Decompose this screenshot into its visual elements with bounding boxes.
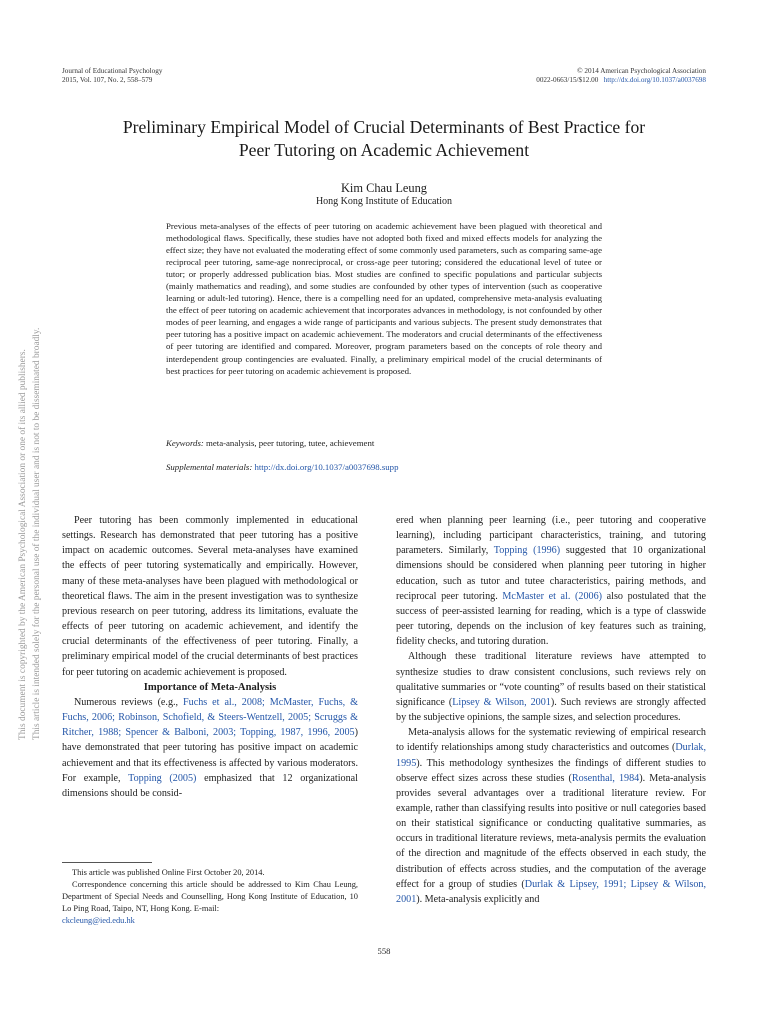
citation-link[interactable]: Topping (1996) (493, 545, 561, 557)
citation-link[interactable]: Rosenthal, 1984 (571, 772, 640, 784)
journal-name: Journal of Educational Psychology (62, 67, 163, 75)
side-notice-line1: This document is copyrighted by the American Psychological Association or one of its allied publishers. (18, 349, 28, 740)
body-paragraph: Numerous reviews (e.g., Fuchs et al., 2008; McMaster, Fuchs, & Fuchs, 2006; Robinson, Schofield, & Steers-Wentzell, 2005; Scruggs & Ritcher, 1988; Spencer & Balboni, 2003; Topping, 1987, 1996, 2005) have demonstrated that peer tutoring has positive impact on academic achievement and that its effectiveness is affected by various moderators. For example, Topping (2005) emphasized that 12 organizational dimensions should be consid- (62, 696, 358, 799)
copyright-line: © 2014 American Psychological Association (577, 67, 706, 75)
citation-link[interactable]: Fuchs et al., 2008; McMaster, Fuchs, & Fuchs, 2006; Robinson, Schofield, & Steers-Wentzell, 2005; Scruggs & Ritcher, 1988; Spencer & Balboni, 2003; Topping, 1987, 1996, 2005 (62, 696, 358, 739)
issn: 0022-0663/15/$12.00 (536, 76, 599, 84)
doi-link[interactable]: http://dx.doi.org/10.1037/a0037698 (603, 76, 706, 84)
supplemental-link[interactable]: http://dx.doi.org/10.1037/a0037698.supp (254, 462, 399, 472)
abstract: Previous meta-analyses of the effects of peer tutoring on academic achievement have been plagued with theoretical and methodological flaws. Specifically, these studies have not adopted both fixed and mixed effects models for analyzing the effect size; they have not evaluated the moderating effect of some commonly used parameters, such as comparing same-age reciprocal peer tutoring, same-age nonreciprocal, or cross-age peer tutoring; considered the educational level of tutee or tutor; or properly addressed publication bias. Most studies are confined to specific populations and particular subjects (mainly mathematics and reading), and some studies are confounded by other types of intervention (such as cooperative learning or adult-led tutoring). Hence, there is a compelling need for an updated, comprehensive meta-analysis evaluating the effect of peer tutoring on academic achievement that incorporates advances in methodology, is not confounded by other modes of peer learning, and engages a wide range of participants and various subjects. The present study demonstrates that peer tutoring has a positive impact on academic achievement. The moderators and crucial determinants of the effectiveness of peer tutoring are identified and compared. Moreover, program parameters based on the concepts of role theory and interdependent group contingencies are evaluated. Finally, a preliminary empirical model of the crucial determinants of best practices for peer tutoring on academic achievement is proposed. (166, 221, 602, 376)
footnote (62, 867, 358, 927)
copyright-header (536, 67, 706, 85)
page-number: 558 (377, 946, 391, 956)
keywords (166, 438, 602, 448)
body-paragraph: ered when planning peer learning (i.e., peer tutoring and cooperative learning), including participant characteristics, training, and tutoring parameters. Similarly, Topping (1996) suggested that 10 organizational dimensions should be considered when planning peer tutoring in higher education, such as tutor and tutee characteristics, pairing methods, and reciprocal peer tutoring. McMaster et al. (2006) also postulated that the success of peer-assisted learning for reading, which is a type of classwide peer tutoring, depends on the inclusion of key features such as training, fidelity checks, and tutoring duration. (396, 515, 706, 648)
author-affiliation: Hong Kong Institute of Education (315, 196, 453, 207)
body-paragraph: Although these traditional literature reviews have attempted to synthesize studies to draw consistent conclusions, such reviews rely on qualitative summaries or “vote counting” of results based on their statistical significance (Lipsey & Wilson, 2001). Such reviews are strongly affected by the subjective opinions, the sample sizes, and selection procedures. (396, 651, 706, 724)
citation-link[interactable]: Lipsey & Wilson, 2001 (452, 696, 551, 708)
citation-link[interactable]: Durlak, 1995 (396, 742, 706, 769)
citation-link[interactable]: Topping (2005) (128, 772, 197, 784)
volume-line: 2015, Vol. 107, No. 2, 558–579 (62, 76, 153, 84)
section-heading: Importance of Meta-Analysis (143, 681, 277, 693)
journal-header (62, 67, 162, 85)
footnote-correspondence: Correspondence concerning this article should be addressed to Kim Chau Leung, Department of Special Needs and Counselling, Hong Kong Institute of Education, 10 Lo Ping Road, Taipo, NT, Hong Kong. E-mail: (62, 880, 358, 913)
issn-doi-line (536, 76, 706, 85)
author-name: Kim Chau Leung (340, 181, 428, 195)
footnote-divider (62, 862, 152, 863)
email-link[interactable]: ckcleung@ied.edu.hk (62, 916, 135, 925)
body-column-left (62, 513, 358, 801)
keywords-text: meta-analysis, peer tutoring, tutee, achievement (206, 438, 375, 448)
body-paragraph: Meta-analysis allows for the systematic reviewing of empirical research to identify relationships among study characteristics and outcomes (Durlak, 1995). This methodology synthesizes the findings of different studies to observe effect sizes across these studies (Rosenthal, 1984). Meta-analysis provides several advantages over a traditional literature review. For example, rather than classifying results into positive or null categories based on their statistical significance or conducting qualitative summaries, as occurs in traditional literature reviews, meta-analysis permits the evaluation of the direction and magnitude of the effects observed in each study, the distribution of effects across studies, and the computation of the average effect for a group of studies (Durlak & Lipsey, 1991; Lipsey & Wilson, 2001). Meta-analysis explicitly and (396, 727, 706, 905)
title-line-2: Peer Tutoring on Academic Achievement (238, 140, 530, 160)
supplemental-label: Supplemental materials: (166, 462, 253, 472)
supplemental-materials (166, 462, 602, 472)
intro-paragraph: Peer tutoring has been commonly implemented in educational settings. Research has demonstrated that peer tutoring has a positive impact on academic outcomes. Several meta-analyses have examined the effects of peer tutoring systematically and empirically. However, many of these meta-analyses have been plagued with methodological or theoretical flaws. The aim in the present investigation was to synthesize previous research on peer tutoring, address its limitations, evaluate the effects of peer tutoring on academic achievement, and identify the crucial determinants of the effectiveness of peer tutoring. Finally, a preliminary empirical model of the crucial determinants of best practices for peer tutoring on academic achievement is proposed. (62, 515, 358, 678)
keywords-label: Keywords: (166, 438, 204, 448)
footnote-published: This article was published Online First October 20, 2014. (72, 868, 265, 877)
article-title (40, 116, 728, 162)
body-column-right (396, 513, 706, 907)
citation-link[interactable]: Durlak & Lipsey, 1991; Lipsey & Wilson, 2001 (396, 878, 706, 905)
citation-link[interactable]: McMaster et al. (2006) (502, 590, 603, 602)
side-notice-line2: This article is intended solely for the personal use of the individual user and is not to be disseminated broadly. (32, 327, 42, 740)
title-line-1: Preliminary Empirical Model of Crucial Determinants of Best Practice for (122, 117, 646, 137)
